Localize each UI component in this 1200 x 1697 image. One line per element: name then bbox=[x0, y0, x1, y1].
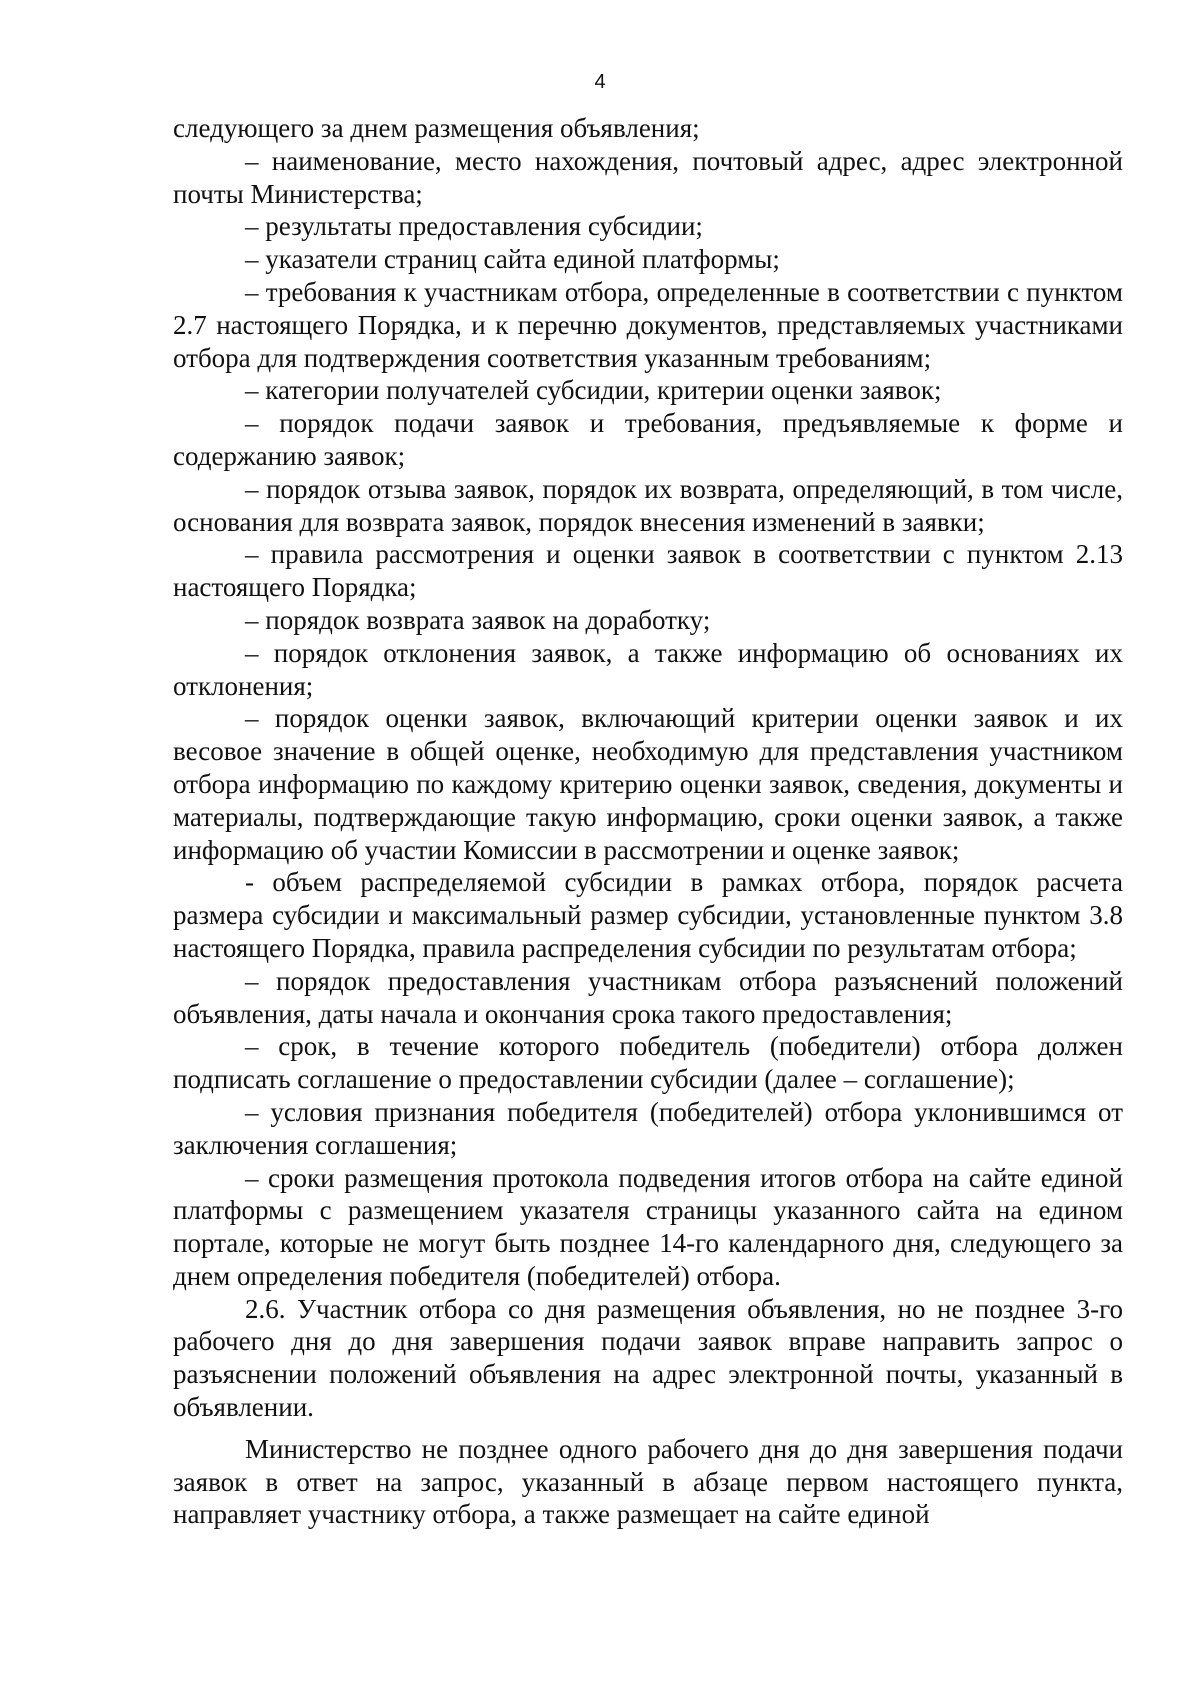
paragraph-9: – правила рассмотрения и оценки заявок в соответствии с пунктом 2.13 настоящего Порядка; bbox=[173, 539, 1123, 603]
paragraph-14: – порядок предоставления участникам отбора разъяснений положений объявления, даты начала и окончания срока такого предоставления; bbox=[173, 965, 1123, 1029]
document-body bbox=[173, 112, 1123, 1531]
paragraph-19: Министерство не позднее одного рабочего дня до дня завершения подачи заявок в ответ на запрос, указанный в абзаце первом настоящего пункта, направляет участнику отбора, а также размещает на сайте единой bbox=[173, 1433, 1123, 1530]
paragraph-2: – наименование, место нахождения, почтовый адрес, адрес электронной почты Министерства; bbox=[173, 145, 1123, 209]
paragraph-16: – условия признания победителя (победителей) отбора уклонившимся от заключения соглашения; bbox=[173, 1096, 1123, 1160]
paragraph-17: – сроки размещения протокола подведения итогов отбора на сайте единой платформы с размещением указателя страницы указанного сайта на едином портале, которые не могут быть позднее 14-го календарного дня, следующего за днем определения победителя (победителей) отбора. bbox=[173, 1162, 1123, 1291]
paragraph-12: – порядок оценки заявок, включающий критерии оценки заявок и их весовое значение в общей оценке, необходимую для представления участником отбора информацию по каждому критерию оценки заявок, сведения, документы и материалы, подтверждающие такую информацию, сроки оценки заявок, а также информацию об участии Комиссии в рассмотрении и оценке заявок; bbox=[173, 703, 1123, 865]
page-number: 4 bbox=[594, 71, 606, 93]
paragraph-18: 2.6. Участник отбора со дня размещения объявления, но не позднее 3-го рабочего дня до дня завершения подачи заявок вправе направить запрос о разъяснении положений объявления на адрес электронной почты, указанный в объявлении. bbox=[173, 1293, 1123, 1423]
paragraph-3: – результаты предоставления субсидии; bbox=[245, 211, 703, 242]
paragraph-15: – срок, в течение которого победитель (победители) отбора должен подписать соглашение о предоставлении субсидии (далее – соглашение); bbox=[173, 1031, 1123, 1095]
paragraph-7: – порядок подачи заявок и требования, предъявляемые к форме и содержанию заявок; bbox=[173, 408, 1123, 471]
paragraph-1: следующего за днем размещения объявления; bbox=[173, 113, 700, 143]
paragraph-10: – порядок возврата заявок на доработку; bbox=[245, 604, 711, 635]
paragraph-6: – категории получателей субсидии, критерии оценки заявок; bbox=[245, 375, 942, 406]
paragraph-13: - объем распределяемой субсидии в рамках отбора, порядок расчета размера субсидии и максимальный размер субсидии, установленные пунктом 3.8 настоящего Порядка, правила распределения субсидии по результатам отбора; bbox=[173, 867, 1123, 963]
paragraph-8: – порядок отзыва заявок, порядок их возврата, определяющий, в том числе, основания для возврата заявок, порядок внесения изменений в заявки; bbox=[173, 473, 1123, 537]
paragraph-4: – указатели страниц сайта единой платформы; bbox=[245, 244, 780, 275]
paragraph-11: – порядок отклонения заявок, а также информацию об основаниях их отклонения; bbox=[173, 637, 1123, 701]
paragraph-5: – требования к участникам отбора, определенные в соответствии с пунктом 2.7 настоящего Порядка, и к перечню документов, представляемых участниками отбора для подтверждения соответствия указанным требованиям; bbox=[173, 276, 1123, 373]
